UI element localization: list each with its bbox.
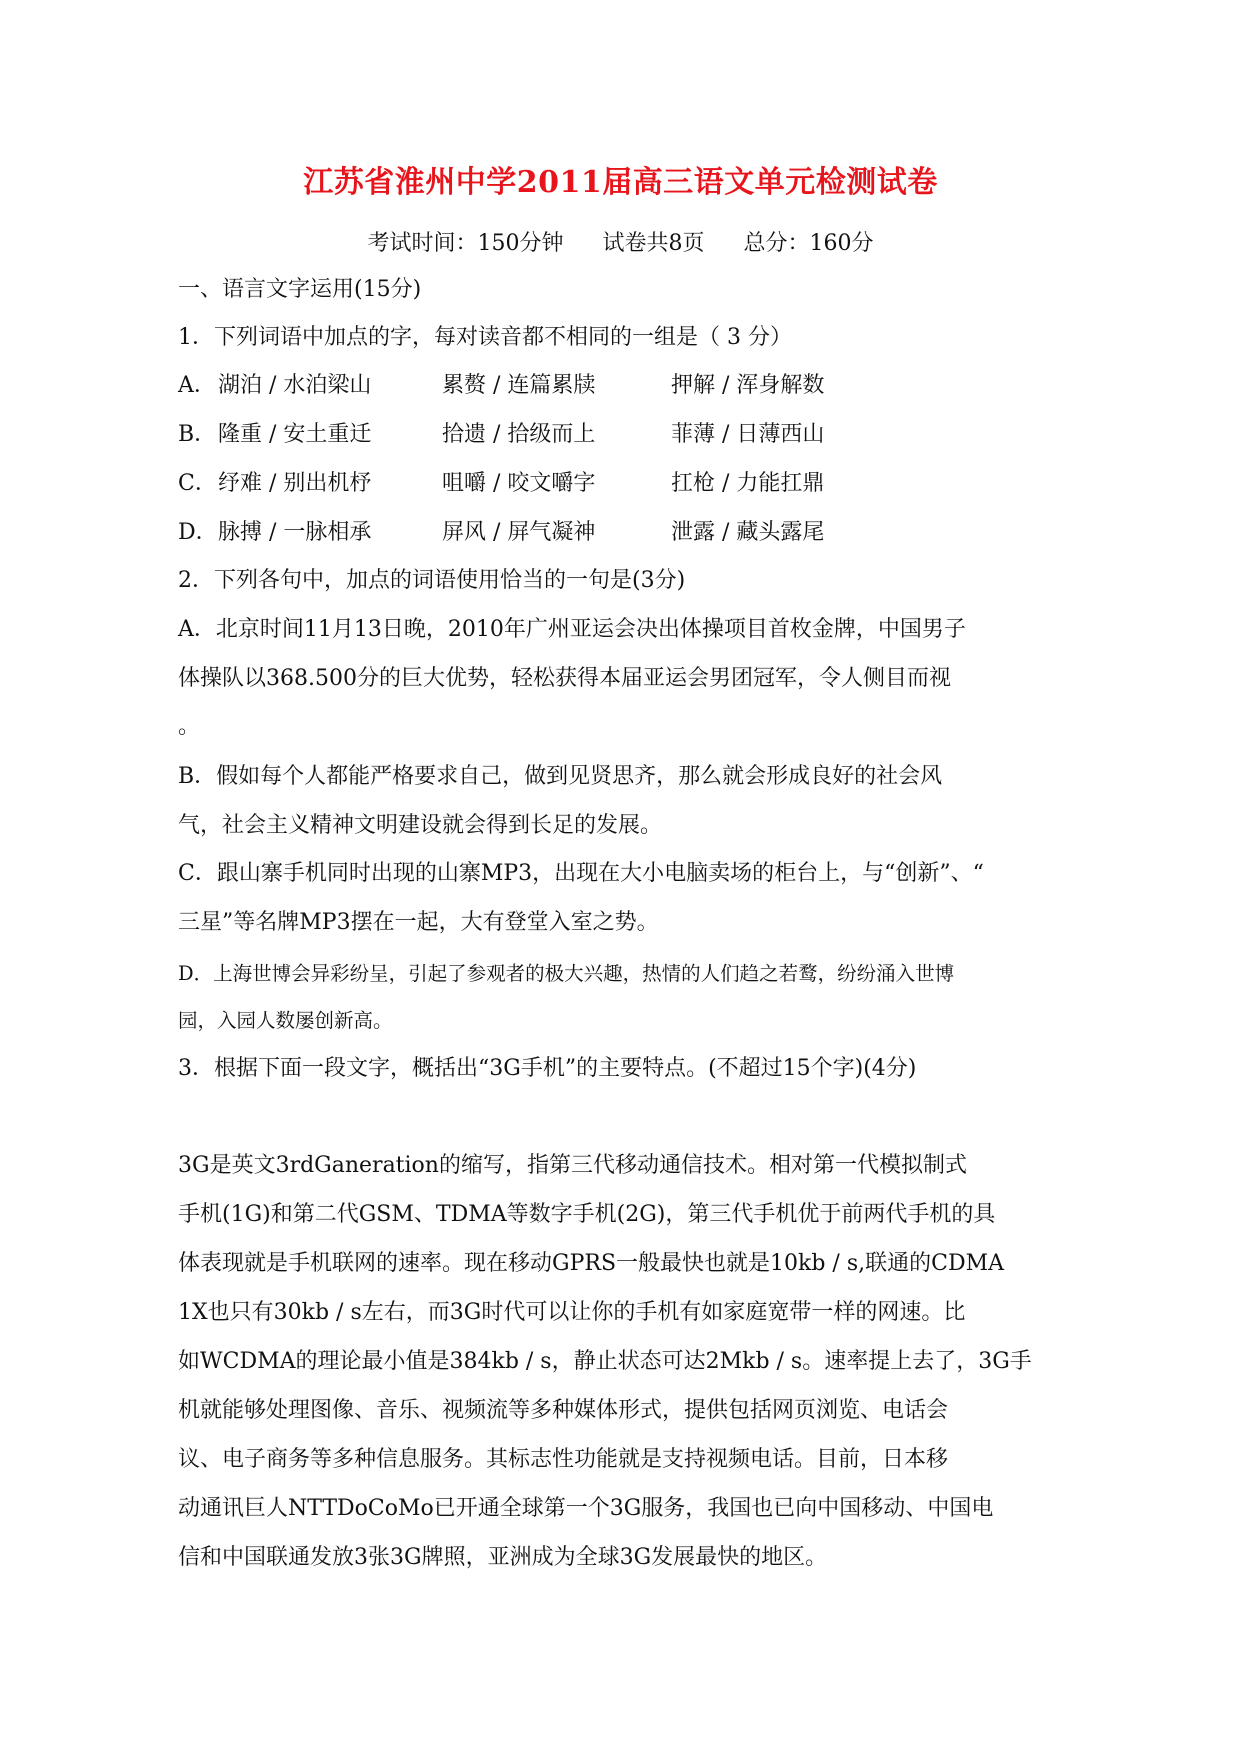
q2-option-b-line: 气，社会主义精神文明建设就会得到长足的发展。 (178, 813, 663, 838)
passage-line: 1X也只有30kb / s左右，而3G时代可以让你的手机有如家庭宽带一样的网速。比 (178, 1300, 966, 1325)
option-label: A． (178, 373, 216, 398)
passage-line: 机就能够处理图像、音乐、视频流等多种媒体形式，提供包括网页浏览、电话会 (178, 1398, 949, 1423)
q2-option-d-line: 园，入园人数屡创新高。 (178, 1009, 393, 1032)
exam-pages: 试卷共8页 (602, 231, 705, 256)
option-word: 泄露 / 藏头露尾 (671, 520, 825, 545)
option-word: 扛枪 / 力能扛鼎 (671, 471, 825, 496)
option-word: 屏风 / 屏气凝神 (442, 520, 596, 545)
q2-option-c-line: 三星”等名牌MP3摆在一起，大有登堂入室之势。 (178, 910, 659, 935)
q2-option-a-line: A．北京时间11月13日晚，2010年广州亚运会决出体操项目首枚金牌，中国男子 (178, 617, 966, 642)
option-word: 脉搏 / 一脉相承 (218, 520, 372, 545)
option-word: 押解 / 浑身解数 (671, 373, 825, 398)
option-word: 咀嚼 / 咬文嚼字 (442, 471, 596, 496)
passage-line: 议、电子商务等多种信息服务。其标志性功能就是支持视频电话。目前，日本移 (178, 1447, 949, 1472)
option-label: C． (178, 471, 217, 496)
option-word: 菲薄 / 日薄西山 (671, 422, 825, 447)
passage-line: 信和中国联通发放3张3G牌照，亚洲成为全球3G发展最快的地区。 (178, 1545, 828, 1570)
passage-line: 如WCDMA的理论最小值是384kb / s，静止状态可达2Mkb / s。速率提上去了，3G手 (178, 1349, 1032, 1374)
question-3-stem: 3．根据下面一段文字，概括出“3G手机”的主要特点。(不超过15个字)(4分) (178, 1056, 917, 1081)
exam-time: 考试时间：150分钟 (367, 231, 564, 256)
q2-option-b-line: B．假如每个人都能严格要求自己，做到见贤思齐，那么就会形成良好的社会风 (178, 764, 943, 789)
option-word: 纾难 / 别出机杼 (218, 471, 372, 496)
q2-option-a-line: 。 (178, 714, 201, 739)
option-word: 湖泊 / 水泊梁山 (218, 373, 372, 398)
q2-option-a-line: 体操队以368.500分的巨大优势，轻松获得本届亚运会男团冠军，令人侧目而视 (178, 666, 951, 691)
question-2-stem: 2．下列各句中，加点的词语使用恰当的一句是(3分) (178, 568, 686, 593)
passage-line: 手机(1G)和第二代GSM、TDMA等数字手机(2G)，第三代手机优于前两代手机的具 (178, 1202, 996, 1227)
q2-option-c-line: C．跟山寨手机同时出现的山寨MP3，出现在大小电脑卖场的柜台上，与“创新”、“ (178, 861, 984, 886)
exam-meta (0, 228, 1241, 260)
option-label: D． (178, 520, 218, 545)
option-word: 累赘 / 连篇累牍 (442, 373, 596, 398)
question-1-stem: 1．下列词语中加点的字，每对读音都不相同的一组是（ 3 分） (178, 325, 792, 350)
section-heading: 一、语言文字运用(15分) (178, 277, 422, 302)
option-word: 隆重 / 安土重迁 (218, 422, 372, 447)
q2-option-d-line: D．上海世博会异彩纷呈，引起了参观者的极大兴趣，热情的人们趋之若鹜，纷纷涌入世博 (178, 962, 955, 985)
page-title: 江苏省淮州中学2011届高三语文单元检测试卷 (303, 165, 938, 200)
option-label: B． (178, 422, 217, 447)
exam-score: 总分：160分 (743, 231, 874, 256)
passage-line: 3G是英文3rdGaneration的缩写，指第三代移动通信技术。相对第一代模拟制式 (178, 1153, 967, 1178)
option-word: 拾遗 / 拾级而上 (442, 422, 596, 447)
passage-line: 体表现就是手机联网的速率。现在移动GPRS一般最快也就是10kb / s,联通的CDMA (178, 1251, 1004, 1276)
passage-line: 动通讯巨人NTTDoCoMo已开通全球第一个3G服务，我国也已向中国移动、中国电 (178, 1496, 994, 1521)
